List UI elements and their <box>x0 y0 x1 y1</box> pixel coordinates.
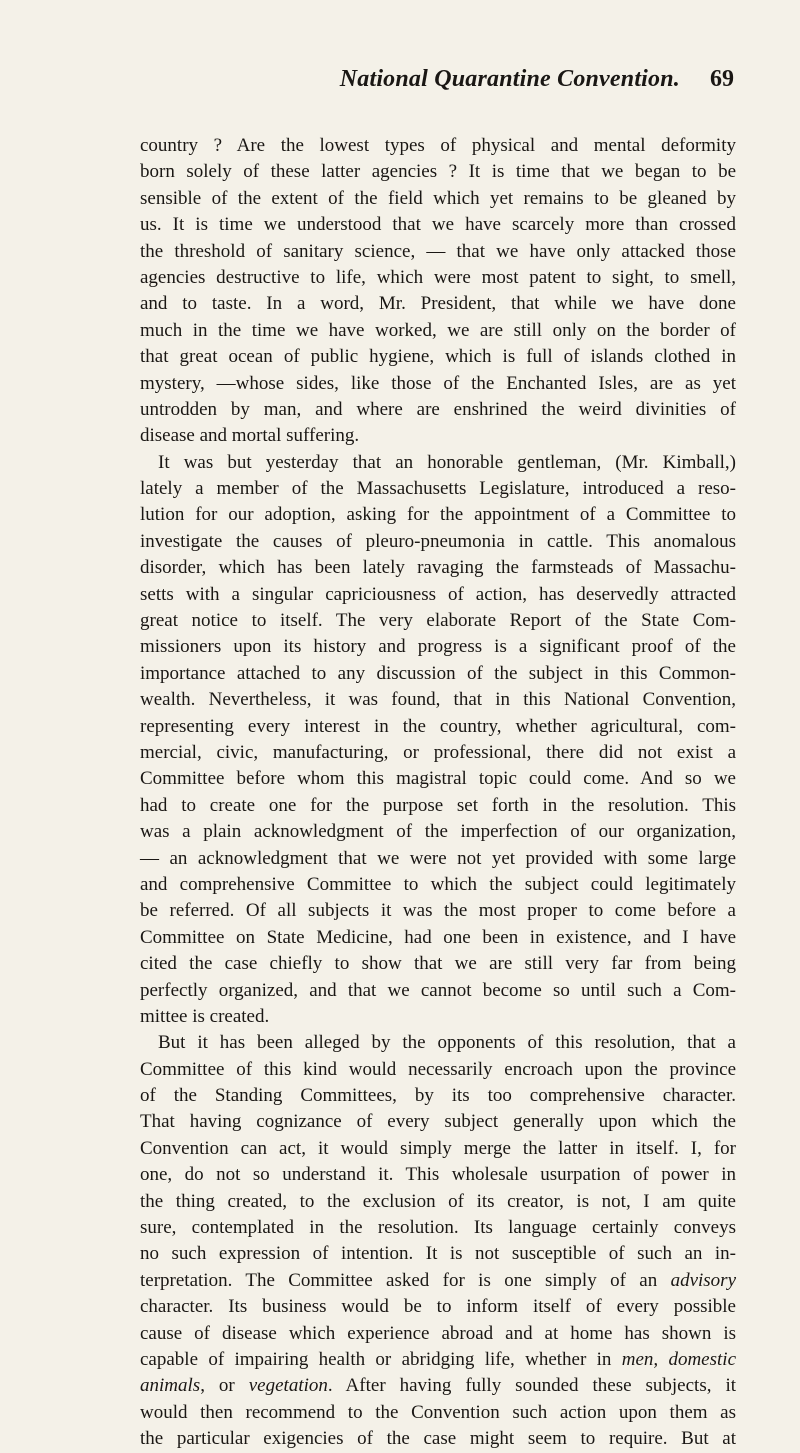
text-line: much in the time we have worked, we are still only on the border of <box>140 319 736 341</box>
text-line: But it has been alleged by the opponents of this resolution, that a <box>158 1032 736 1054</box>
text-line: one, do not so understand it. This wholesale usurpation of power in <box>140 1164 736 1186</box>
text-line: investigate the causes of pleuro-pneumonia in cattle. This anomalous <box>140 530 736 552</box>
italic-animals: animals <box>140 1375 201 1397</box>
text-line: and to taste. In a word, Mr. President, that while we have done <box>140 293 736 315</box>
text-line: and comprehensive Committee to which the subject could legitimately <box>140 873 736 895</box>
text-line: had to create one for the purpose set forth in the resolution. This <box>140 794 736 816</box>
text-line: representing every interest in the country, whether agricultural, com- <box>140 715 736 737</box>
text-line: great notice to itself. The very elaborate Report of the State Com- <box>140 610 736 632</box>
text-line: sure, contemplated in the resolution. Its language certainly conveys <box>140 1217 736 1239</box>
italic-advisory: advisory <box>670 1269 736 1291</box>
line-text: terpretation. The Committee asked for is one simply of an <box>140 1269 658 1291</box>
text-line: Committee before whom this magistral topic could come. And so we <box>140 768 736 790</box>
text-line: disease and mortal suffering. <box>140 425 360 447</box>
text-line: would then recommend to the Convention such action upon them as <box>140 1401 736 1423</box>
text-line: — an acknowledgment that we were not yet provided with some large <box>140 847 736 869</box>
text-line: lately a member of the Massachusetts Legislature, introduced a reso- <box>140 478 736 500</box>
line-text: capable of impairing health or abridging life, whether in <box>140 1348 612 1370</box>
text-line: the particular exigencies of the case might seem to require. But at <box>140 1428 736 1450</box>
text-line: mystery, —whose sides, like those of the Enchanted Isles, are as yet <box>140 372 736 394</box>
text-line: cited the case chiefly to show that we are still very far from being <box>140 953 736 975</box>
text-line-animals <box>140 1373 736 1399</box>
text-line: cause of disease which experience abroad and at home has shown is <box>140 1322 736 1344</box>
page-number: 69 <box>710 66 734 92</box>
text-line: agencies destructive to life, which were most patent to sight, to smell, <box>140 266 736 288</box>
text-line: character. Its business would be to inform itself of every possible <box>140 1296 736 1318</box>
text-line: the threshold of sanitary science, — that we have only attacked those <box>140 240 736 262</box>
running-head <box>140 66 680 93</box>
text-line: no such expression of intention. It is not susceptible of such an in- <box>140 1243 736 1265</box>
text-line: Convention can act, it would simply merge the latter in itself. I, for <box>140 1137 736 1159</box>
body-text <box>140 133 736 1453</box>
text-line: wealth. Nevertheless, it was found, that in this National Convention, <box>140 689 736 711</box>
text-line: setts with a singular capriciousness of action, has deservedly attracted <box>140 583 736 605</box>
running-title: National Quarantine Convention. <box>339 66 680 92</box>
text-line: born solely of these latter agencies ? It is time that we began to be <box>140 161 736 183</box>
text-line: that great ocean of public hygiene, which is full of islands clothed in <box>140 346 736 368</box>
text-line: sensible of the extent of the field which yet remains to be gleaned by <box>140 187 736 209</box>
text-line: missioners upon its history and progress is a significant proof of the <box>140 636 736 658</box>
italic-vegetation: vegetation <box>248 1375 328 1397</box>
line-text: . After having fully sounded these subjects, it <box>327 1375 737 1397</box>
text-line: untrodden by man, and where are enshrined the weird divinities of <box>140 398 736 420</box>
text-line: was a plain acknowledgment of the imperfection of our organization, <box>140 821 736 843</box>
text-line: mercial, civic, manufacturing, or professional, there did not exist a <box>140 741 736 763</box>
text-line: perfectly organized, and that we cannot become so until such a Com- <box>140 979 736 1001</box>
text-line: us. It is time we understood that we have scarcely more than crossed <box>140 214 736 236</box>
text-line: be referred. Of all subjects it was the most proper to come before a <box>140 900 736 922</box>
text-line-men <box>140 1347 736 1373</box>
text-line: That having cognizance of every subject generally upon which the <box>140 1111 736 1133</box>
line-text: , or <box>200 1375 249 1397</box>
italic-men-domestic: men, domestic <box>621 1348 736 1370</box>
text-line-advisory <box>140 1268 736 1294</box>
text-line: country ? Are the lowest types of physical and mental deformity <box>140 135 736 156</box>
text-line: of the Standing Committees, by its too comprehensive character. <box>140 1085 736 1107</box>
text-line: It was but yesterday that an honorable gentleman, (Mr. Kimball,) <box>158 451 736 473</box>
text-line: the thing created, to the exclusion of its creator, is not, I am quite <box>140 1190 736 1212</box>
text-line: lution for our adoption, asking for the appointment of a Committee to <box>140 504 736 526</box>
text-line: Committee of this kind would necessarily encroach upon the province <box>140 1058 736 1080</box>
text-line: Committee on State Medicine, had one been in existence, and I have <box>140 926 736 948</box>
text-line: importance attached to any discussion of the subject in this Common- <box>140 662 736 684</box>
text-line: mittee is created. <box>140 1005 270 1027</box>
text-line: disorder, which has been lately ravaging the farmsteads of Massachu- <box>140 557 736 579</box>
